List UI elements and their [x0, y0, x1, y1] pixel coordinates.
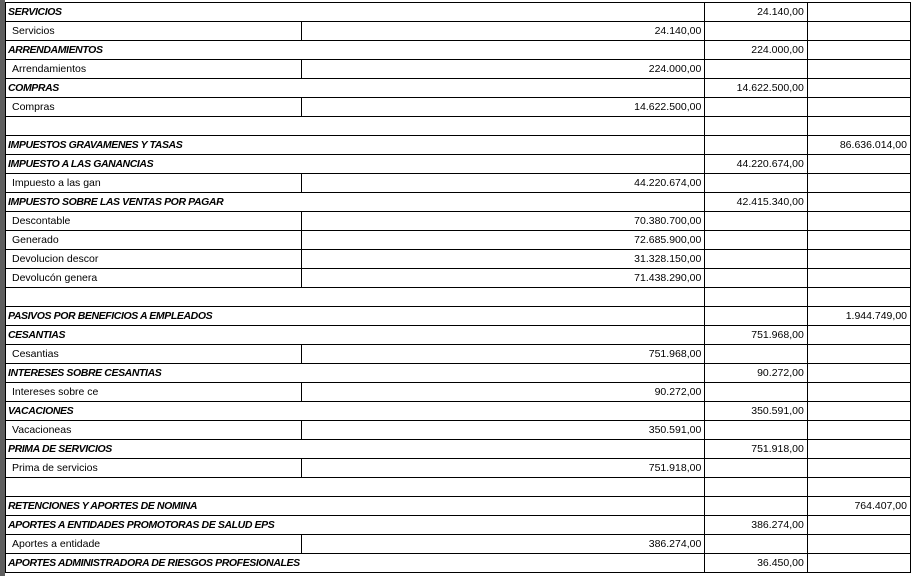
- table-row: [6, 269, 911, 288]
- table-row: [6, 22, 911, 41]
- detail-amount-cell[interactable]: 72.685.900,00: [302, 231, 705, 250]
- total-amount-cell[interactable]: 764.407,00: [807, 497, 910, 516]
- total-amount-cell[interactable]: [807, 212, 910, 231]
- table-row: [6, 288, 911, 307]
- total-amount-cell[interactable]: [807, 193, 910, 212]
- table-row: [6, 326, 911, 345]
- subtotal-amount-cell[interactable]: [705, 345, 808, 364]
- subtotal-amount-cell[interactable]: [705, 535, 808, 554]
- subtotal-amount-cell[interactable]: 90.272,00: [705, 364, 808, 383]
- subtotal-amount-cell[interactable]: [705, 212, 808, 231]
- detail-amount-cell[interactable]: [302, 307, 705, 326]
- table-row: [6, 193, 911, 212]
- detail-amount-cell[interactable]: [302, 497, 705, 516]
- table-row: [6, 155, 911, 174]
- ledger-table: [5, 2, 911, 573]
- table-row: [6, 136, 911, 155]
- account-label-cell[interactable]: PRIMA DE SERVICIOS: [6, 440, 302, 459]
- detail-amount-cell[interactable]: [302, 136, 705, 155]
- account-label-cell[interactable]: VACACIONES: [6, 402, 302, 421]
- detail-amount-cell[interactable]: [302, 478, 705, 497]
- table-row: [6, 3, 911, 22]
- account-label-cell[interactable]: PASIVOS POR BENEFICIOS A EMPLEADOS: [6, 307, 302, 326]
- total-amount-cell[interactable]: 86.636.014,00: [807, 136, 910, 155]
- subtotal-amount-cell[interactable]: [705, 174, 808, 193]
- account-label-cell[interactable]: IMPUESTO SOBRE LAS VENTAS POR PAGAR: [6, 193, 302, 212]
- total-amount-cell[interactable]: [807, 60, 910, 79]
- table-row: [6, 516, 911, 535]
- total-amount-cell[interactable]: [807, 516, 910, 535]
- total-amount-cell[interactable]: [807, 288, 910, 307]
- detail-amount-cell[interactable]: [302, 193, 705, 212]
- total-amount-cell[interactable]: [807, 117, 910, 136]
- account-label-cell[interactable]: Prima de servicios: [6, 459, 302, 478]
- account-label-cell[interactable]: APORTES ADMINISTRADORA DE RIESGOS PROFESIONALES: [6, 554, 302, 573]
- subtotal-amount-cell[interactable]: 751.968,00: [705, 326, 808, 345]
- subtotal-amount-cell[interactable]: 386.274,00: [705, 516, 808, 535]
- detail-amount-cell[interactable]: [302, 554, 705, 573]
- detail-amount-cell[interactable]: 751.918,00: [302, 459, 705, 478]
- total-amount-cell[interactable]: [807, 79, 910, 98]
- subtotal-amount-cell[interactable]: [705, 60, 808, 79]
- detail-amount-cell[interactable]: [302, 402, 705, 421]
- subtotal-amount-cell[interactable]: [705, 497, 808, 516]
- account-label-cell[interactable]: Arrendamientos: [6, 60, 302, 79]
- account-label-cell[interactable]: IMPUESTOS GRAVAMENES Y TASAS: [6, 136, 302, 155]
- account-label-cell[interactable]: CESANTIAS: [6, 326, 302, 345]
- subtotal-amount-cell[interactable]: [705, 288, 808, 307]
- subtotal-amount-cell[interactable]: [705, 478, 808, 497]
- table-row: [6, 440, 911, 459]
- total-amount-cell[interactable]: [807, 364, 910, 383]
- table-row: [6, 117, 911, 136]
- total-amount-cell[interactable]: [807, 326, 910, 345]
- detail-amount-cell[interactable]: 71.438.290,00: [302, 269, 705, 288]
- account-label-cell[interactable]: IMPUESTO A LAS GANANCIAS: [6, 155, 302, 174]
- total-amount-cell[interactable]: [807, 3, 910, 22]
- subtotal-amount-cell[interactable]: [705, 421, 808, 440]
- table-row: [6, 364, 911, 383]
- detail-amount-cell[interactable]: 44.220.674,00: [302, 174, 705, 193]
- detail-amount-cell[interactable]: 14.622.500,00: [302, 98, 705, 117]
- detail-amount-cell[interactable]: [302, 3, 705, 22]
- subtotal-amount-cell[interactable]: [705, 117, 808, 136]
- account-label-cell[interactable]: ARRENDAMIENTOS: [6, 41, 302, 60]
- subtotal-amount-cell[interactable]: 44.220.674,00: [705, 155, 808, 174]
- table-row: [6, 459, 911, 478]
- total-amount-cell[interactable]: [807, 345, 910, 364]
- account-label-cell[interactable]: Intereses sobre ce: [6, 383, 302, 402]
- account-label-cell[interactable]: Servicios: [6, 22, 302, 41]
- subtotal-amount-cell[interactable]: [705, 136, 808, 155]
- total-amount-cell[interactable]: [807, 421, 910, 440]
- detail-amount-cell[interactable]: 224.000,00: [302, 60, 705, 79]
- subtotal-amount-cell[interactable]: 24.140,00: [705, 3, 808, 22]
- account-label-cell[interactable]: SERVICIOS: [6, 3, 302, 22]
- detail-amount-cell[interactable]: 386.274,00: [302, 535, 705, 554]
- detail-amount-cell[interactable]: 24.140,00: [302, 22, 705, 41]
- table-row: [6, 497, 911, 516]
- table-row: [6, 307, 911, 326]
- account-label-cell[interactable]: Aportes a entidade: [6, 535, 302, 554]
- subtotal-amount-cell[interactable]: 42.415.340,00: [705, 193, 808, 212]
- detail-amount-cell[interactable]: [302, 326, 705, 345]
- subtotal-amount-cell[interactable]: [705, 22, 808, 41]
- total-amount-cell[interactable]: [807, 440, 910, 459]
- table-row: [6, 554, 911, 573]
- table-row: [6, 478, 911, 497]
- account-label-cell[interactable]: Devolucón genera: [6, 269, 302, 288]
- subtotal-amount-cell[interactable]: 14.622.500,00: [705, 79, 808, 98]
- subtotal-amount-cell[interactable]: [705, 250, 808, 269]
- detail-amount-cell[interactable]: [302, 288, 705, 307]
- detail-amount-cell[interactable]: 751.968,00: [302, 345, 705, 364]
- table-row: [6, 174, 911, 193]
- table-row: [6, 41, 911, 60]
- account-label-cell[interactable]: INTERESES SOBRE CESANTIAS: [6, 364, 302, 383]
- detail-amount-cell[interactable]: [302, 440, 705, 459]
- table-row: [6, 212, 911, 231]
- total-amount-cell[interactable]: [807, 554, 910, 573]
- detail-amount-cell[interactable]: 70.380.700,00: [302, 212, 705, 231]
- total-amount-cell[interactable]: [807, 269, 910, 288]
- account-label-cell[interactable]: Vacacioneas: [6, 421, 302, 440]
- subtotal-amount-cell[interactable]: [705, 269, 808, 288]
- total-amount-cell[interactable]: [807, 155, 910, 174]
- subtotal-amount-cell[interactable]: 36.450,00: [705, 554, 808, 573]
- total-amount-cell[interactable]: [807, 98, 910, 117]
- detail-amount-cell[interactable]: 350.591,00: [302, 421, 705, 440]
- account-label-cell[interactable]: [6, 478, 302, 497]
- subtotal-amount-cell[interactable]: [705, 307, 808, 326]
- subtotal-amount-cell[interactable]: [705, 98, 808, 117]
- account-label-cell[interactable]: Devolucion descor: [6, 250, 302, 269]
- total-amount-cell[interactable]: [807, 250, 910, 269]
- total-amount-cell[interactable]: [807, 41, 910, 60]
- account-label-cell[interactable]: APORTES A ENTIDADES PROMOTORAS DE SALUD EPS: [6, 516, 302, 535]
- detail-amount-cell[interactable]: [302, 364, 705, 383]
- detail-amount-cell[interactable]: [302, 79, 705, 98]
- table-row: [6, 231, 911, 250]
- account-label-cell[interactable]: Generado: [6, 231, 302, 250]
- subtotal-amount-cell[interactable]: 350.591,00: [705, 402, 808, 421]
- total-amount-cell[interactable]: [807, 459, 910, 478]
- total-amount-cell[interactable]: [807, 478, 910, 497]
- account-label-cell[interactable]: COMPRAS: [6, 79, 302, 98]
- table-row: [6, 383, 911, 402]
- account-label-cell[interactable]: [6, 117, 302, 136]
- detail-amount-cell[interactable]: [302, 117, 705, 136]
- total-amount-cell[interactable]: [807, 22, 910, 41]
- detail-amount-cell[interactable]: [302, 516, 705, 535]
- subtotal-amount-cell[interactable]: 224.000,00: [705, 41, 808, 60]
- subtotal-amount-cell[interactable]: [705, 383, 808, 402]
- total-amount-cell[interactable]: [807, 174, 910, 193]
- account-label-cell[interactable]: Descontable: [6, 212, 302, 231]
- table-row: [6, 402, 911, 421]
- detail-amount-cell[interactable]: [302, 155, 705, 174]
- detail-amount-cell[interactable]: [302, 41, 705, 60]
- table-row: [6, 250, 911, 269]
- total-amount-cell[interactable]: [807, 383, 910, 402]
- subtotal-amount-cell[interactable]: 751.918,00: [705, 440, 808, 459]
- total-amount-cell[interactable]: [807, 535, 910, 554]
- detail-amount-cell[interactable]: 90.272,00: [302, 383, 705, 402]
- table-row: [6, 98, 911, 117]
- subtotal-amount-cell[interactable]: [705, 459, 808, 478]
- account-label-cell[interactable]: Compras: [6, 98, 302, 117]
- account-label-cell[interactable]: RETENCIONES Y APORTES DE NOMINA: [6, 497, 302, 516]
- table-row: [6, 421, 911, 440]
- account-label-cell[interactable]: Cesantias: [6, 345, 302, 364]
- account-label-cell[interactable]: [6, 288, 302, 307]
- account-label-cell[interactable]: Impuesto a las gan: [6, 174, 302, 193]
- table-row: [6, 345, 911, 364]
- subtotal-amount-cell[interactable]: [705, 231, 808, 250]
- total-amount-cell[interactable]: [807, 231, 910, 250]
- table-row: [6, 60, 911, 79]
- table-row: [6, 79, 911, 98]
- table-row: [6, 535, 911, 554]
- detail-amount-cell[interactable]: 31.328.150,00: [302, 250, 705, 269]
- total-amount-cell[interactable]: 1.944.749,00: [807, 307, 910, 326]
- total-amount-cell[interactable]: [807, 402, 910, 421]
